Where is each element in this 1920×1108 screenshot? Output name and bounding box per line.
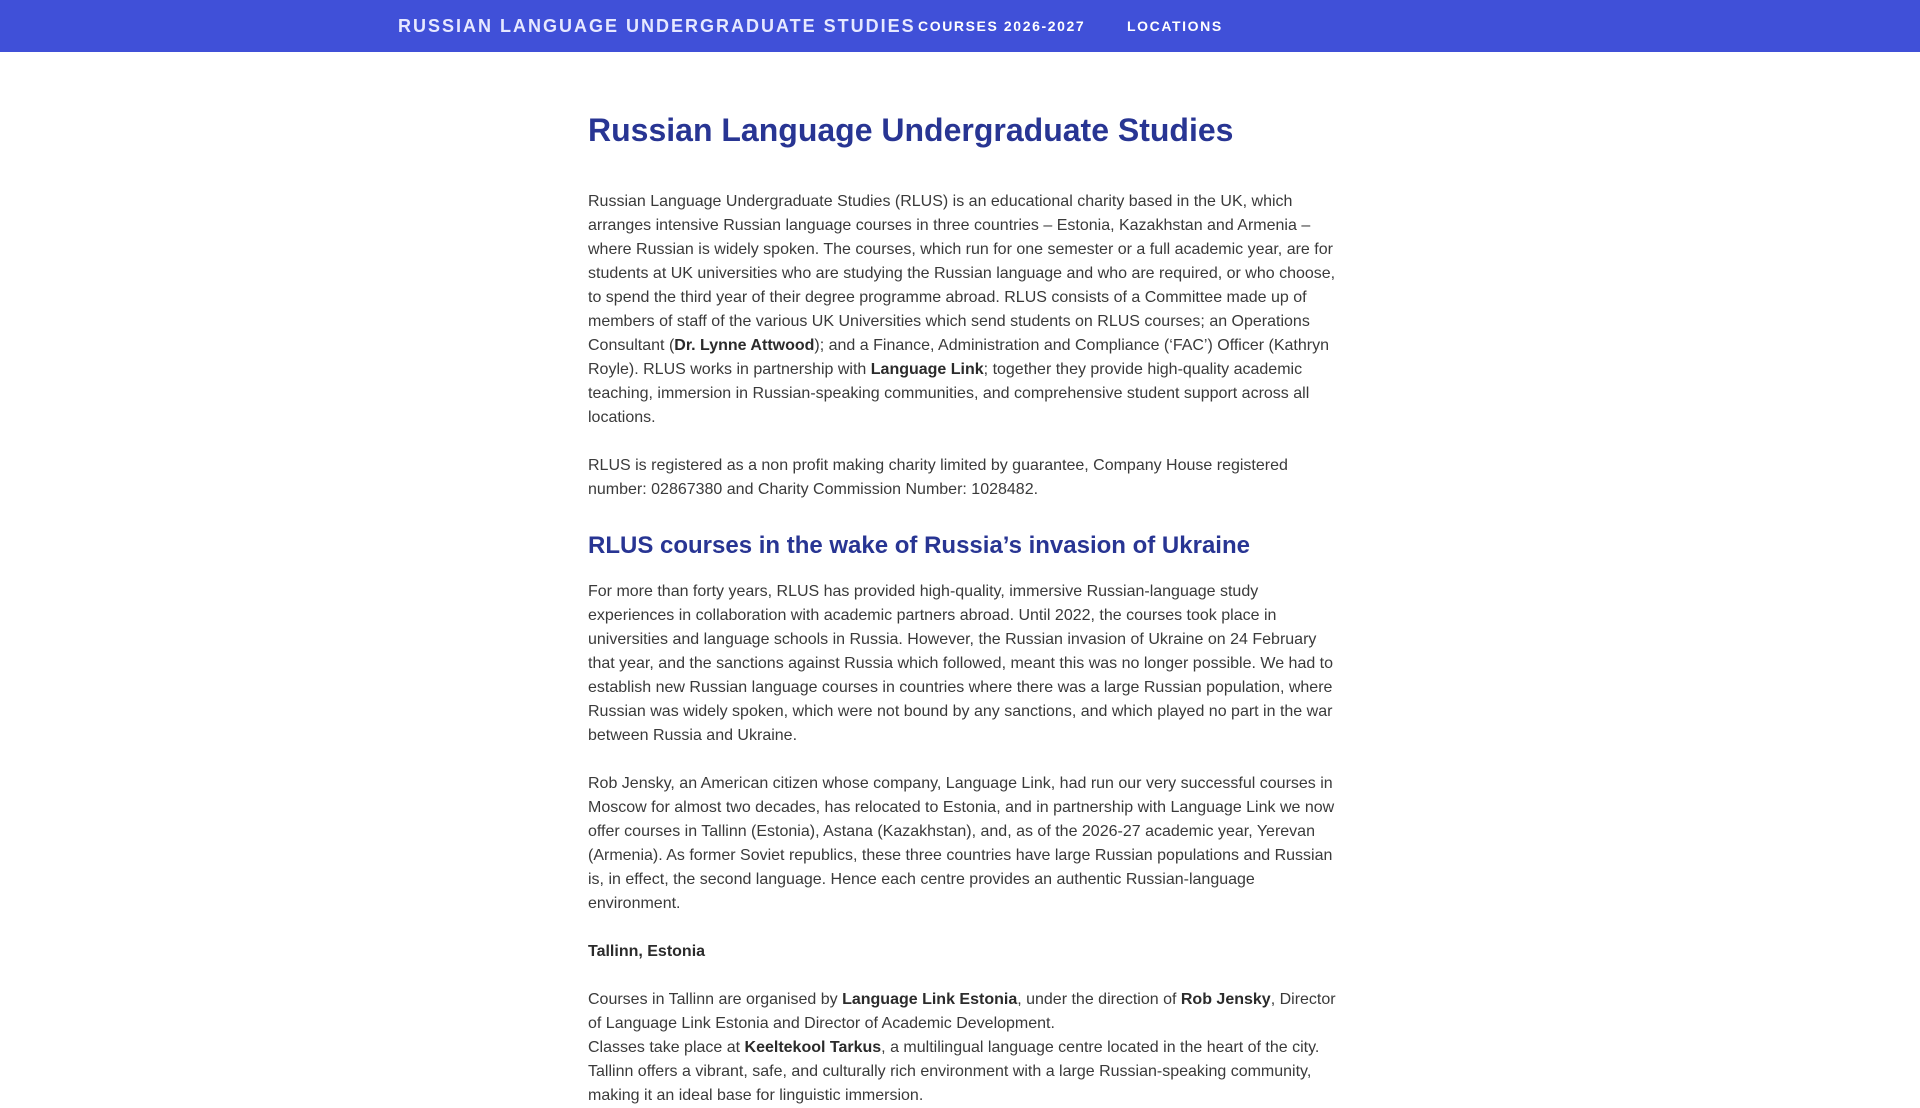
- nav-locations-link[interactable]: LOCATIONS: [1127, 18, 1223, 34]
- main-content: [588, 102, 1336, 1108]
- tallinn-heading: Tallinn, Estonia: [588, 943, 706, 960]
- site-brand-link[interactable]: RUSSIAN LANGUAGE UNDERGRADUATE STUDIES: [398, 16, 916, 36]
- relocation-paragraph: Rob Jensky, an American citizen whose company, Language Link, had run our very successful courses in Moscow for almost two decades, has relocated to Estonia, and in partnership with Language Link we now offer courses in Tallinn (Estonia), Astana (Kazakhstan), and, as of the 2026-27 academic year, Yerevan (Armenia). As former Soviet republics, these three countries have large Russian populations and Russian is, in effect, the second language. Hence each centre provides an authentic Russian-language environment.: [588, 775, 1335, 912]
- page-title: Russian Language Undergraduate Studies: [588, 112, 1234, 148]
- intro-paragraph: Russian Language Undergraduate Studies (RLUS) is an educational charity based in the UK, which arranges intensive Russian language courses in three countries – Estonia, Kazakhstan and Armenia – where Russian is widely spoken. The courses, which run for one semester or a full academic year, are for students at UK universities who are studying the Russian language and who are required, or who choose, to spend the third year of their degree programme abroad. RLUS consists of a Committee made up of members of staff of the various UK Universities which send students on RLUS courses; an Operations Consultant (Dr. Lynne Attwood); and a Finance, Administration and Compliance (‘FAC’) Officer (Kathryn Royle). RLUS works in partnership with Language Link; together they provide high-quality academic teaching, immersion in Russian-speaking communities, and comprehensive student support across all locations.: [588, 193, 1336, 426]
- section-heading: RLUS courses in the wake of Russia’s invasion of Ukraine: [588, 532, 1250, 559]
- tallinn-organiser-paragraph: Courses in Tallinn are organised by Language Link Estonia, under the direction of Rob Jensky, Director of Language Link Estonia and Director of Academic Development.: [588, 991, 1336, 1032]
- registration-paragraph: RLUS is registered as a non profit making charity limited by guarantee, Company House registered number: 02867380 and Charity Commission Number: 1028482.: [588, 457, 1288, 498]
- top-navigation-bar: [0, 0, 1920, 52]
- history-paragraph: For more than forty years, RLUS has provided high-quality, immersive Russian-language study experiences in collaboration with academic partners abroad. Until 2022, the courses took place in universities and language schools in Russia. However, the Russian invasion of Ukraine on 24 February that year, and the sanctions against Russia which followed, meant this was no longer possible. We had to establish new Russian language courses in countries where there was a large Russian population, where Russian was widely spoken, which were not bound by any sanctions, and which played no part in the war between Russia and Ukraine.: [588, 583, 1334, 744]
- nav-courses-link[interactable]: COURSES 2026-2027: [918, 18, 1086, 34]
- tallinn-venue-paragraph: Classes take place at Keeltekool Tarkus, a multilingual language centre located in the heart of the city. Tallinn offers a vibrant, safe, and culturally rich environment with a large Russian-speaking community, making it an ideal base for linguistic immersion.: [588, 1039, 1320, 1104]
